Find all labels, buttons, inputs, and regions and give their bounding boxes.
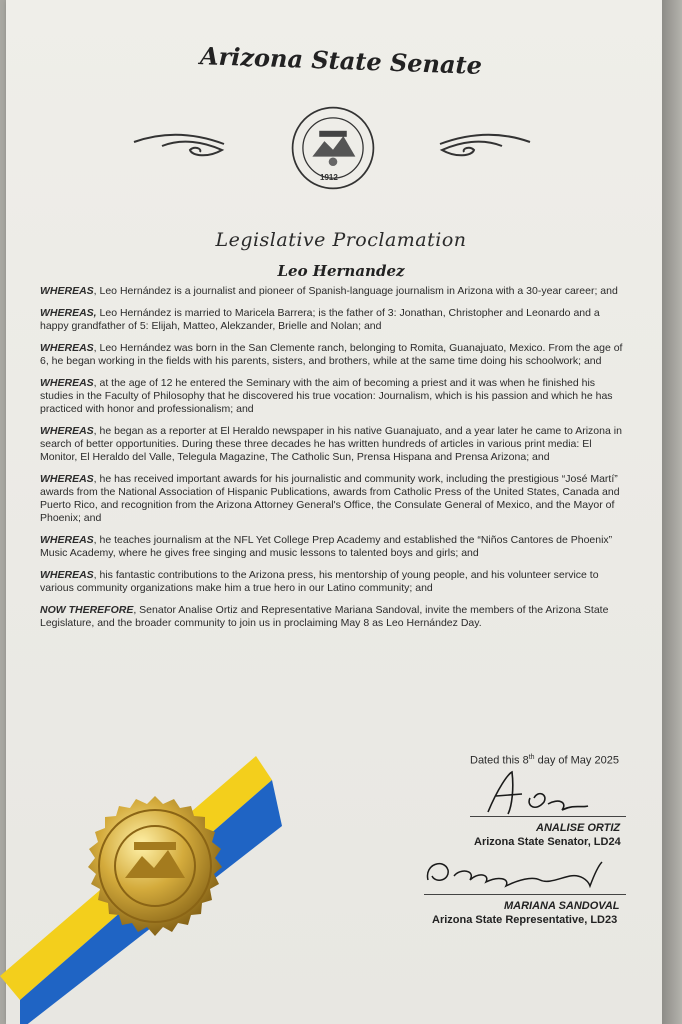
paper-edge-shadow (662, 0, 682, 1024)
gold-seal-icon (70, 780, 240, 950)
whereas-paragraph: WHEREAS, Leo Hernández is married to Maricela Barrera; is the father of 3: Jonathan, Christopher and Leonardo and a happy grandfather of 5: Elijah, Matteo, Alekzander, Brielle and Nolan; and (40, 307, 600, 332)
whereas-paragraph: WHEREAS, Leo Hernández is a journalist and pioneer of Spanish-language journalism in Arizona with a 30-year career; and (40, 285, 618, 297)
representative-name: MARIANA SANDOVAL (504, 900, 620, 912)
whereas-paragraph: WHEREAS, he has received important awards for his journalistic and community work, including the prestigious “José Martí” awards from the National Association of Hispanic Publications, awards from Catholic Press of the United States, Canada and Puerto Rico, and recognition from the Arizona Attorney General's Office, the Consulate General of Mexico, and the Mayor of Phoenix; and (40, 473, 620, 524)
representative-role: Arizona State Representative, LD23 (432, 914, 618, 926)
whereas-paragraph: WHEREAS, he began as a reporter at El Heraldo newspaper in his native Guanajuato, and a year later he came to Arizona in search of better opportunities. During these three decades he has written hundreds of articles in various print media: El Monitor, El Heraldo del Valle, Telegula Magazine, The Catholic Sun, Prensa Hispana and Prensa Arizona; and (40, 425, 622, 463)
proclamation-title: Legislative Proclamation (215, 229, 467, 251)
senator-signature-line (470, 816, 626, 817)
dated-line: Dated this 8th day of May 2025 (470, 754, 619, 767)
senator-role: Arizona State Senator, LD24 (474, 836, 621, 848)
proclamation-body (40, 285, 624, 639)
whereas-paragraph: WHEREAS, at the age of 12 he entered the Seminary with the aim of becoming a priest and it was when he finished his studies in the Faculty of Philosophy that he discovered his true vocation: Journalism, which is his passion and which he has practiced with honor and professionalism; and (40, 377, 613, 415)
senator-name: ANALISE ORTIZ (536, 822, 621, 834)
senator-signature (478, 768, 598, 820)
right-swirl-ornament (436, 128, 532, 162)
representative-signature (420, 850, 612, 896)
whereas-paragraph: WHEREAS, he teaches journalism at the NFL Yet College Prep Academy and established the “Niños Cantores de Phoenix” Music Academy, where he gives free singing and music lessons to talented boys and girls; and (40, 534, 613, 559)
senate-title: Arizona State Senate (199, 41, 483, 80)
left-swirl-ornament (132, 128, 228, 162)
whereas-paragraph: WHEREAS, his fantastic contributions to the Arizona press, his mentorship of young people, and his volunteer service to various community organizations make him a true hero in our Latino community; and (40, 569, 599, 594)
whereas-paragraph: WHEREAS, Leo Hernández was born in the San Clemente ranch, belonging to Romita, Guanajuato, Mexico. From the age of 6, he began working in the fields with his parents, sisters, and brothers, while at the same time doing his schoolwork; and (40, 342, 623, 367)
representative-signature-line (424, 894, 626, 895)
honoree-name: Leo Hernandez (277, 262, 405, 280)
seal-year: 1912 (320, 173, 338, 182)
now-therefore-paragraph: NOW THEREFORE, Senator Analise Ortiz and Representative Mariana Sandoval, invite the members of the Arizona State Legislature, and the broader community to join us in proclaiming May 8 as Leo Hernández Day. (40, 604, 609, 629)
